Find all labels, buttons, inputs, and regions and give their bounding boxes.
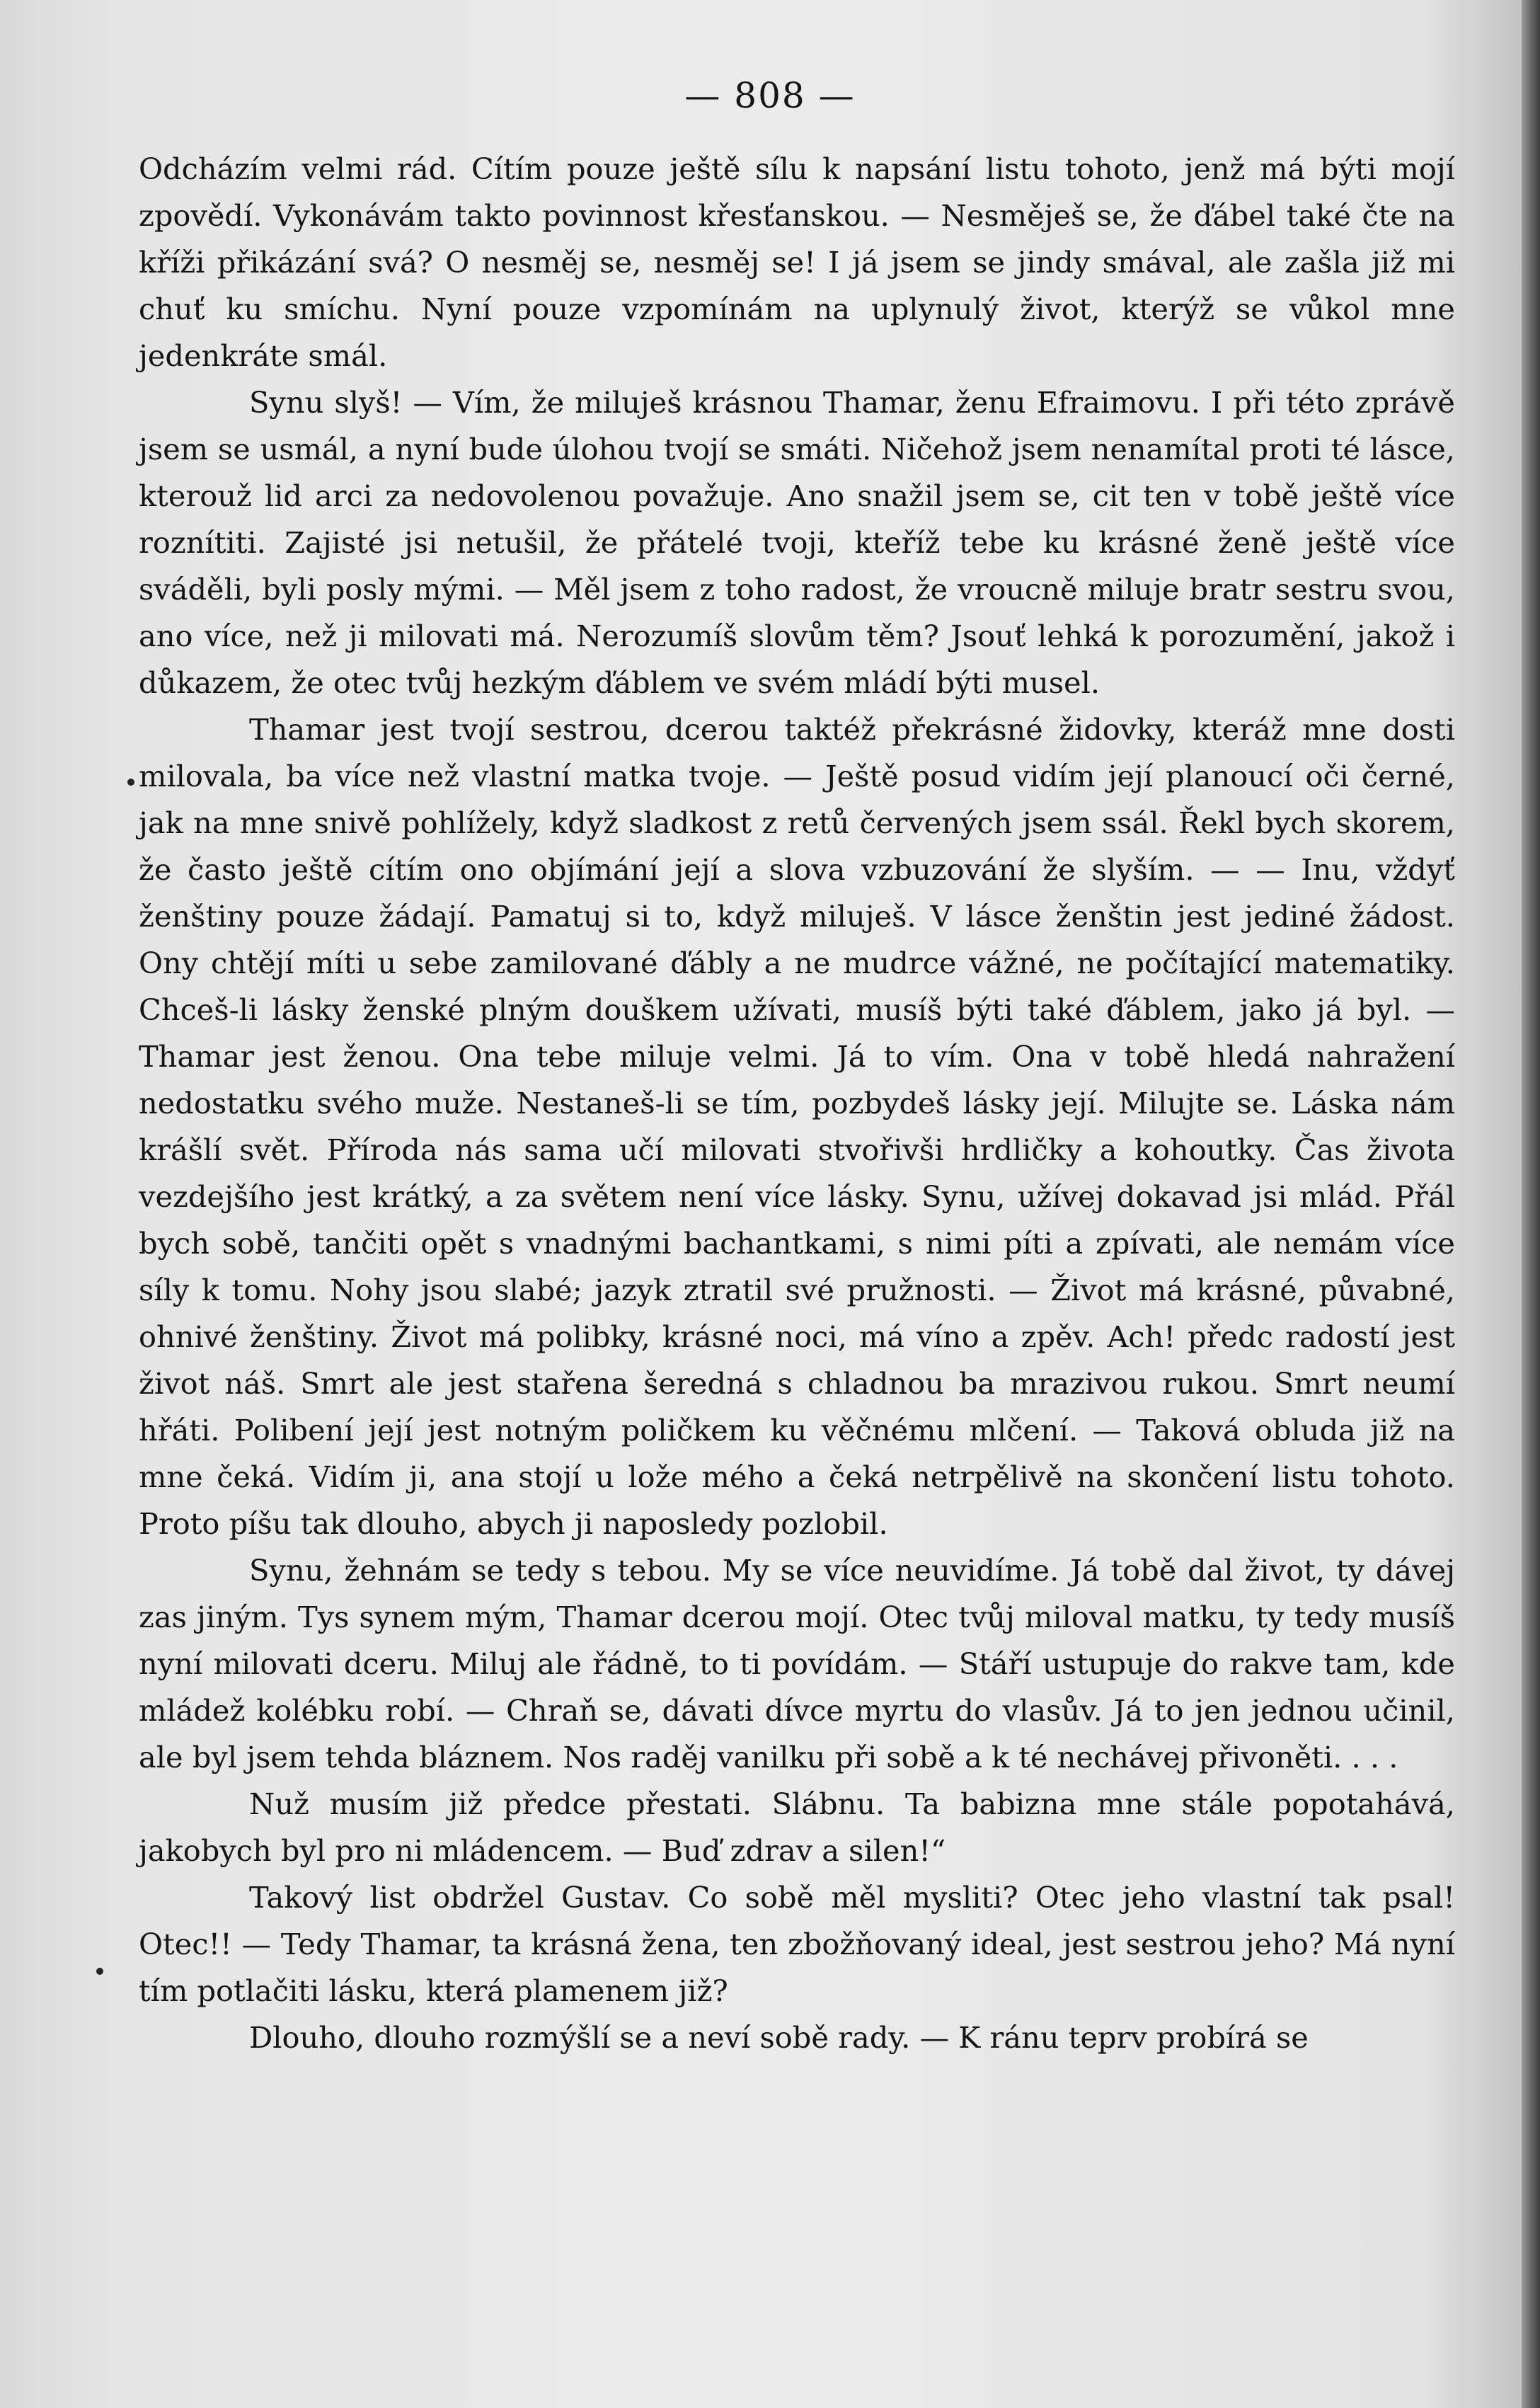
paragraph-2: Synu slyš! — Vím, že miluješ krásnou Thamar, ženu Efraimovu. I při této zprávě jsem se usmál, a nyní bude úlohou tvojí se smáti. Ničehož jsem nenamítal proti té lásce, kterouž lid arci za nedovolenou považuje. Ano snažil jsem se, cit ten v tobě ještě více roznítiti. Zajisté jsi netušil, že přátelé tvoji, kteříž tebe ku krásné ženě ještě více sváděli, byli posly mými. — Měl jsem z toho radost, že vroucně miluje bratr sestru svou, ano více, než ji milovati má. Nerozumíš slovům těm? Jsouť lehká k porozumění, jakož i důkazem, že otec tvůj hezkým ďáblem ve svém mládí býti musel. [139, 385, 1455, 700]
page-number: — 808 — [684, 75, 856, 116]
paragraph-3: Thamar jest tvojí sestrou, dcerou taktéž překrásné židovky, kteráž mne dosti milovala, ba více než vlastní matka tvoje. — Ještě posud vidím její planoucí oči černé, jak na mne snivě pohlížely, když sladkost z retů červených jsem ssál. Řekl bych skorem, že často ještě cítím ono objímání její a slova vzbuzování že slyším. — — Inu, vždyť ženštiny pouze žádají. Pamatuj si to, když miluješ. V lásce ženštin jest jediné žádost. Ony chtějí míti u sebe zamilované ďábly a ne mudrce vážné, ne počítající matematiky. Chceš-li lásky ženské plným douškem užívati, musíš býti také ďáblem, jako já byl. — Thamar jest ženou. Ona tebe miluje velmi. Já to vím. Ona v tobě hledá nahražení nedostatku svého muže. Nestaneš-li se tím, pozbydeš lásky její. Milujte se. Láska nám krášlí svět. Příroda nás sama učí milovati stvořivši hrdličky a kohoutky. Čas života vezdejšího jest krátký, a za světem není více lásky. Synu, užívej dokavad jsi mlád. Přál bych sobě, tančiti opět s vnadnými bachantkami, s nimi píti a zpívati, ale nemám více síly k tomu. Nohy jsou slabé; jazyk ztratil své pružnosti. — Život má krásné, půvabné, ohnivé ženštiny. Život má polibky, krásné noci, má víno a zpěv. Ach! předc radostí jest život náš. Smrt ale jest stařena šeredná s chladnou ba mrazivou rukou. Smrt neumí hřáti. Polibení její jest notným poličkem ku věčnému mlčení. — Taková obluda již na mne čeká. Vidím ji, ana stojí u lože mého a čeká netrpělivě na skončení listu tohoto. Proto píšu tak dlouho, abych ji naposledy pozlobil. [139, 712, 1455, 1541]
body-text [139, 146, 1455, 2061]
margin-mark-dot [127, 779, 134, 786]
paragraph-1: Odcházím velmi rád. Cítím pouze ještě sílu k napsání listu tohoto, jenž má býti mojí zpovědí. Vykonávám takto povinnost křesťanskou. — Nesměješ se, že ďábel také čte na kříži přikázání svá? O nesměj se, nesměj se! I já jsem se jindy smával, ale zašla již mi chuť ku smíchu. Nyní pouze vzpomínám na uplynulý život, kterýž se vůkol mne jedenkráte smál. [139, 151, 1455, 373]
paragraph-4: Synu, žehnám se tedy s tebou. My se více neuvidíme. Já tobě dal život, ty dávej zas jiným. Tys synem mým, Thamar dcerou mojí. Otec tvůj miloval matku, ty tedy musíš nyní milovati dceru. Miluj ale řádně, to ti povídám. — Stáří ustupuje do rakve tam, kde mládež kolébku robí. — Chraň se, dávati dívce myrtu do vlasův. Já to jen jednou učinil, ale byl jsem tehda bláznem. Nos raděj vanilku při sobě a k té nechávej přivoněti. . . . [139, 1553, 1455, 1775]
margin-mark-dot [96, 1968, 103, 1975]
page-edge-shadow [1522, 0, 1540, 2408]
paragraph-6: Takový list obdržel Gustav. Co sobě měl mysliti? Otec jeho vlastní tak psal! Otec!! — Tedy Thamar, ta krásná žena, ten zbožňovaný ideal, jest sestrou jeho? Má nyní tím potlačiti lásku, která plamenem již? [139, 1880, 1455, 2008]
paragraph-7: Dlouho, dlouho rozmýšlí se a neví sobě rady. — K ránu teprv probírá se [249, 2020, 1309, 2055]
paragraph-5: Nuž musím již předce přestati. Slábnu. Ta babizna mne stále popotahává, jakobych byl pro ni mládencem. — Buď zdrav a silen!“ [139, 1787, 1455, 1868]
